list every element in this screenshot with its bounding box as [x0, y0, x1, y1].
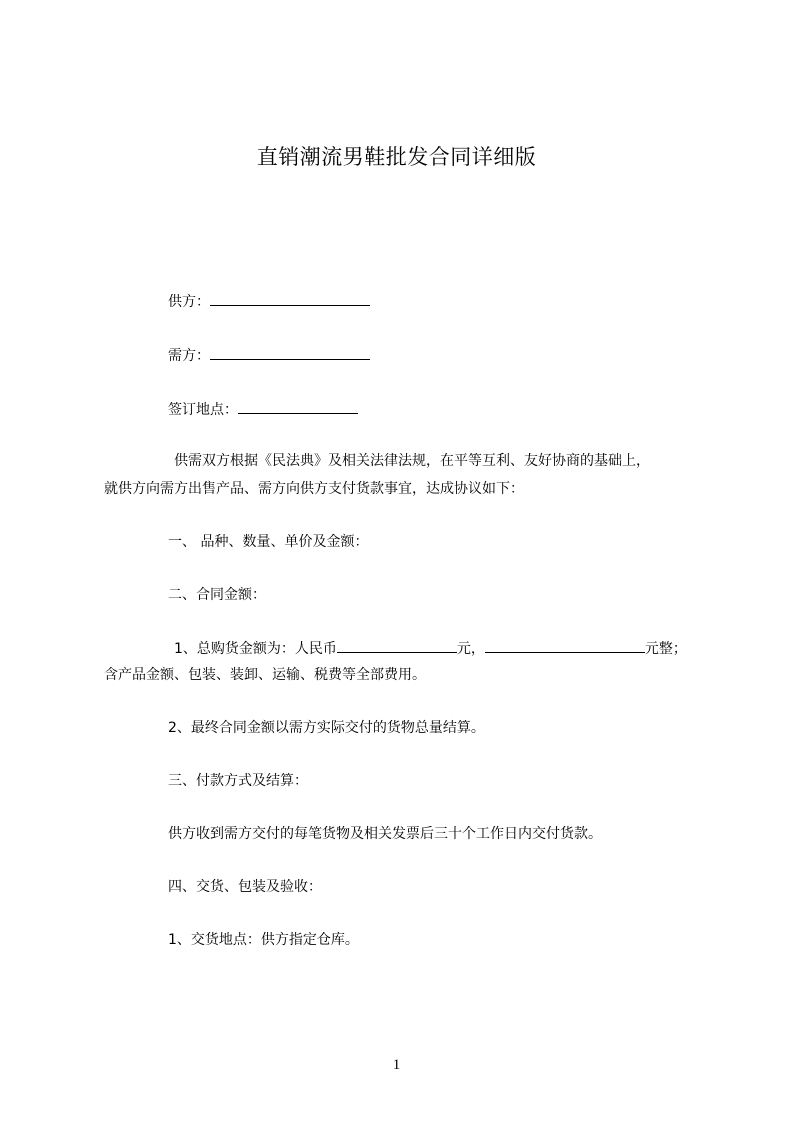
section-1-heading: 一、 品种、数量、单价及金额：	[168, 534, 369, 550]
document-title: 直销潮流男鞋批发合同详细版	[256, 145, 537, 169]
page-number: 1	[392, 1057, 401, 1073]
total-amount-label: 1、总购货金额为：人民币	[174, 641, 337, 657]
signing-place-field	[168, 399, 358, 420]
buyer-field	[168, 345, 370, 366]
section-3-text: 供方收到需方交付的每笔货物及相关发票后三十个工作日内交付货款。	[168, 826, 602, 842]
buyer-label: 需方：	[168, 348, 210, 364]
section-2-heading: 二、合同金额：	[168, 587, 266, 603]
buyer-blank[interactable]	[210, 345, 370, 360]
total-amount-line	[174, 638, 687, 659]
section-4-item-1: 1、交货地点：供方指定仓库。	[168, 932, 359, 948]
yuan-zheng-label: 元整；	[644, 641, 687, 657]
supplier-field	[168, 291, 370, 312]
section-3-heading: 三、付款方式及结算：	[168, 773, 308, 789]
intro-line-2: 就供方向需方出售产品、需方向供方支付货款事宜，达成协议如下：	[104, 481, 524, 497]
intro-line-1: 供需双方根据《民法典》及相关法律法规，在平等互利、友好协商的基础上，	[174, 453, 650, 469]
amount-figures-blank[interactable]	[337, 638, 457, 653]
supplier-label: 供方：	[168, 294, 210, 310]
yuan-label: 元，	[456, 641, 485, 657]
signing-place-label: 签订地点：	[168, 402, 238, 418]
amount-words-blank[interactable]	[485, 638, 645, 653]
supplier-blank[interactable]	[210, 291, 370, 306]
section-4-heading: 四、交货、包装及验收：	[168, 879, 322, 895]
signing-place-blank[interactable]	[238, 399, 358, 414]
section-2-item-2: 2、最终合同金额以需方实际交付的货物总量结算。	[168, 720, 485, 736]
total-amount-line-2: 含产品金额、包装、装卸、运输、税费等全部费用。	[104, 667, 426, 683]
